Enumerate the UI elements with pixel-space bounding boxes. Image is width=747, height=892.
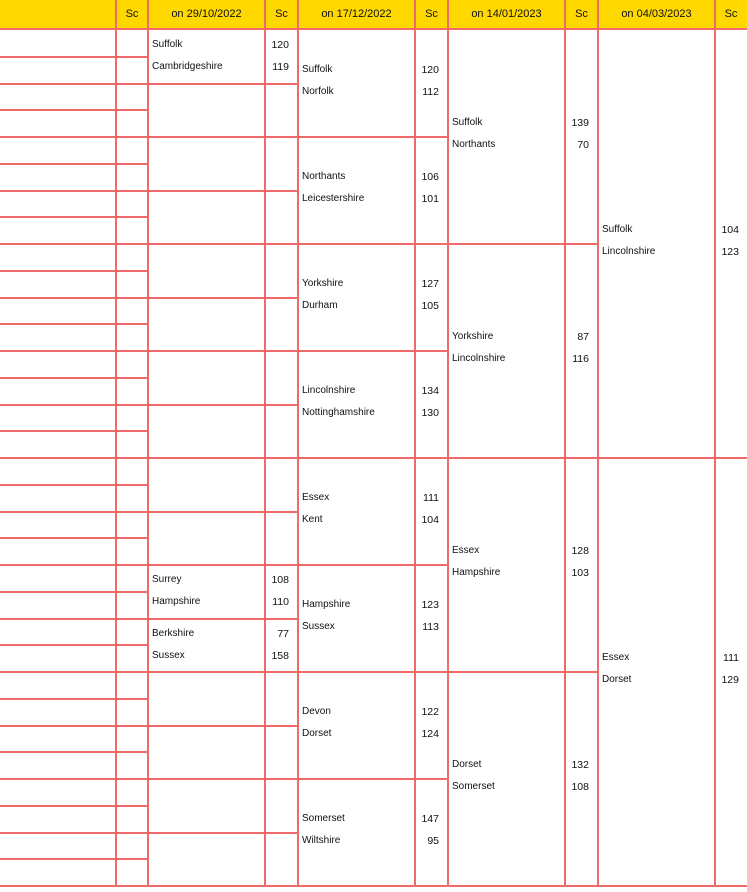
- grid-line: [448, 671, 598, 673]
- grid-line: [148, 671, 298, 673]
- grid-line: [148, 564, 298, 566]
- team-name[interactable]: Dorset: [452, 759, 482, 770]
- header-round-4-date[interactable]: on 04/03/2023: [598, 0, 715, 30]
- team-score[interactable]: 132: [571, 759, 589, 771]
- team-score[interactable]: 104: [721, 224, 739, 236]
- team-score[interactable]: 120: [271, 39, 289, 51]
- grid-line: [714, 0, 716, 886]
- team-score[interactable]: 108: [571, 781, 589, 793]
- header-score-1[interactable]: Sc: [116, 0, 148, 30]
- header-score-5[interactable]: Sc: [715, 0, 747, 30]
- grid-line: [448, 457, 598, 459]
- team-name[interactable]: Norfolk: [302, 85, 334, 97]
- team-name[interactable]: Suffolk: [452, 117, 483, 128]
- grid-line: [0, 671, 148, 673]
- team-score[interactable]: 158: [271, 649, 289, 662]
- team-name[interactable]: Wiltshire: [302, 834, 341, 846]
- grid-line: [0, 323, 148, 325]
- grid-line: [0, 591, 148, 593]
- team-score[interactable]: 123: [721, 246, 739, 258]
- team-score[interactable]: 101: [421, 192, 439, 205]
- team-score[interactable]: 95: [427, 834, 439, 847]
- grid-line: [564, 0, 566, 886]
- grid-line: [597, 0, 599, 886]
- grid-line: [148, 511, 298, 513]
- grid-line: [148, 618, 298, 620]
- team-name[interactable]: Dorset: [302, 727, 332, 739]
- grid-line: [0, 511, 148, 513]
- grid-line: [0, 190, 148, 192]
- team-score[interactable]: 129: [721, 674, 739, 686]
- grid-line: [148, 457, 298, 459]
- grid-line: [0, 457, 148, 459]
- team-name[interactable]: Northants: [452, 139, 496, 150]
- team-name[interactable]: Hampshire: [302, 598, 351, 610]
- grid-line: [0, 136, 148, 138]
- grid-line: [447, 0, 449, 886]
- team-score[interactable]: 113: [422, 620, 439, 633]
- header-score-3[interactable]: Sc: [415, 0, 448, 30]
- grid-line: [0, 644, 148, 646]
- team-name[interactable]: Surrey: [152, 574, 182, 585]
- grid-line: [0, 885, 747, 887]
- header-round-3-date[interactable]: on 14/01/2023: [448, 0, 565, 30]
- grid-line: [414, 0, 416, 886]
- team-name[interactable]: Suffolk: [152, 39, 183, 50]
- team-score[interactable]: 103: [571, 567, 589, 579]
- team-score[interactable]: 105: [421, 299, 439, 312]
- team-name[interactable]: Durham: [302, 299, 338, 311]
- team-score[interactable]: 104: [421, 513, 439, 526]
- header-round-2-date[interactable]: on 17/12/2022: [298, 0, 415, 30]
- grid-line: [448, 243, 598, 245]
- team-score[interactable]: 139: [571, 117, 589, 129]
- grid-line: [0, 537, 148, 539]
- grid-line: [0, 377, 148, 379]
- grid-line: [264, 0, 266, 886]
- grid-line: [0, 216, 148, 218]
- grid-line: [298, 350, 448, 352]
- grid-line: [0, 698, 148, 700]
- team-score[interactable]: 116: [572, 353, 589, 365]
- team-score[interactable]: 130: [421, 406, 439, 419]
- team-score[interactable]: 112: [422, 85, 439, 98]
- grid-line: [298, 778, 448, 780]
- grid-line: [0, 805, 148, 807]
- header-score-2[interactable]: Sc: [265, 0, 298, 30]
- grid-line: [0, 832, 148, 834]
- team-name[interactable]: Leicestershire: [302, 192, 365, 204]
- grid-line: [0, 243, 148, 245]
- grid-line: [0, 430, 148, 432]
- team-score[interactable]: 77: [277, 627, 289, 640]
- team-score[interactable]: 111: [423, 491, 439, 504]
- grid-line: [0, 404, 148, 406]
- team-name[interactable]: Hampshire: [452, 567, 501, 578]
- grid-line: [598, 457, 747, 459]
- team-name[interactable]: Yorkshire: [452, 331, 494, 342]
- header-cell-blank[interactable]: [0, 0, 116, 30]
- grid-line: [0, 163, 148, 165]
- team-score[interactable]: 111: [723, 652, 739, 664]
- team-score[interactable]: 127: [421, 277, 439, 290]
- grid-line: [148, 243, 298, 245]
- team-score[interactable]: 122: [421, 705, 439, 718]
- team-name[interactable]: Lincolnshire: [302, 384, 356, 396]
- team-score[interactable]: 119: [272, 61, 289, 73]
- team-score[interactable]: 123: [421, 598, 439, 611]
- grid-line: [0, 297, 148, 299]
- grid-line: [0, 564, 148, 566]
- grid-line: [148, 136, 298, 138]
- grid-line: [0, 270, 148, 272]
- team-score[interactable]: 128: [571, 545, 589, 557]
- header-round-1-date[interactable]: on 29/10/2022: [148, 0, 265, 30]
- grid-line: [0, 83, 148, 85]
- grid-line: [115, 0, 117, 886]
- team-name[interactable]: Northants: [302, 170, 346, 182]
- team-name[interactable]: Nottinghamshire: [302, 406, 375, 418]
- team-score[interactable]: 124: [421, 727, 439, 740]
- team-score[interactable]: 70: [577, 139, 589, 151]
- team-name[interactable]: Suffolk: [602, 224, 633, 235]
- team-name[interactable]: Somerset: [302, 812, 345, 824]
- grid-line: [148, 832, 298, 834]
- grid-line: [148, 725, 298, 727]
- team-name[interactable]: Berkshire: [152, 627, 195, 639]
- team-name[interactable]: Devon: [302, 705, 331, 717]
- team-score[interactable]: 108: [271, 574, 289, 586]
- team-name[interactable]: Lincolnshire: [452, 353, 506, 364]
- grid-line: [298, 243, 448, 245]
- grid-line: [148, 404, 298, 406]
- team-name[interactable]: Essex: [602, 652, 630, 663]
- grid-line: [298, 136, 448, 138]
- header-score-4[interactable]: Sc: [565, 0, 598, 30]
- team-name[interactable]: Hampshire: [152, 596, 201, 607]
- team-name[interactable]: Essex: [452, 545, 480, 556]
- team-name[interactable]: Sussex: [302, 620, 335, 632]
- grid-line: [298, 671, 448, 673]
- grid-line: [298, 457, 448, 459]
- grid-line: [148, 297, 298, 299]
- grid-line: [148, 778, 298, 780]
- team-name[interactable]: Dorset: [602, 674, 632, 685]
- team-name[interactable]: Somerset: [452, 781, 495, 792]
- grid-line: [147, 0, 149, 886]
- grid-line: [0, 751, 148, 753]
- team-name[interactable]: Sussex: [152, 649, 185, 661]
- team-name[interactable]: Suffolk: [302, 63, 333, 75]
- team-name[interactable]: Lincolnshire: [602, 246, 656, 257]
- grid-line: [0, 109, 148, 111]
- grid-line: [0, 725, 148, 727]
- team-name[interactable]: Kent: [302, 513, 323, 525]
- grid-line: [0, 618, 148, 620]
- grid-line: [0, 350, 148, 352]
- team-name[interactable]: Yorkshire: [302, 277, 344, 289]
- grid-line: [148, 190, 298, 192]
- team-score[interactable]: 120: [421, 63, 439, 76]
- team-score[interactable]: 106: [421, 170, 439, 183]
- team-score[interactable]: 110: [272, 596, 289, 608]
- team-name[interactable]: Cambridgeshire: [152, 61, 223, 72]
- team-name[interactable]: Essex: [302, 491, 330, 503]
- grid-line: [298, 564, 448, 566]
- grid-line: [0, 858, 148, 860]
- grid-line: [297, 0, 299, 886]
- grid-line: [0, 778, 148, 780]
- grid-line: [148, 83, 298, 85]
- team-score[interactable]: 147: [421, 812, 439, 825]
- team-score[interactable]: 87: [577, 331, 589, 343]
- grid-line: [0, 56, 148, 58]
- grid-line: [148, 350, 298, 352]
- grid-line: [0, 484, 148, 486]
- team-score[interactable]: 134: [421, 384, 439, 397]
